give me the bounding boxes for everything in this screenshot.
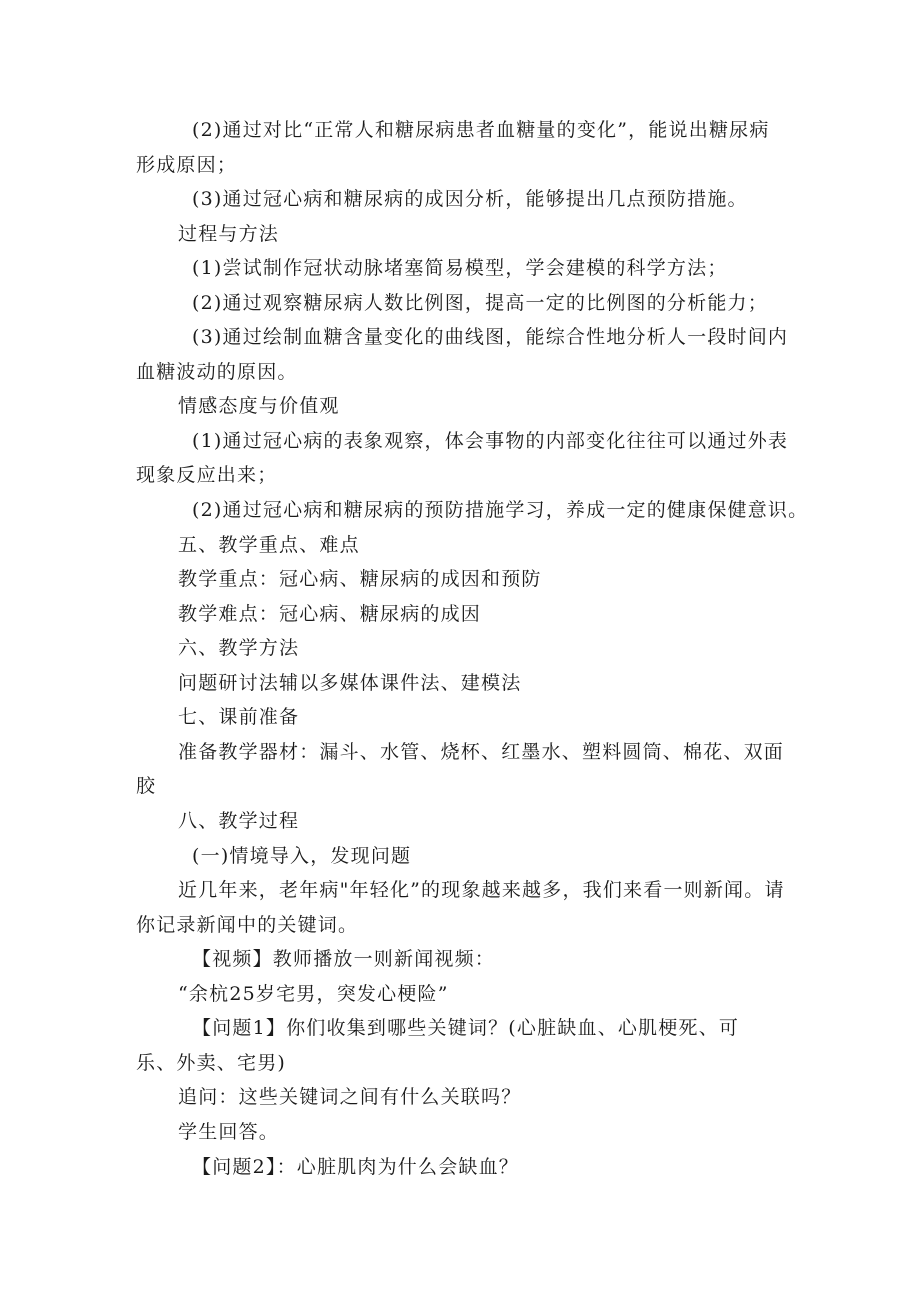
text-line: 教学难点：冠心病、糖尿病的成因 — [178, 603, 482, 625]
text-line: (2)通过观察糖尿病人数比例图，提高一定的比例图的分析能力； — [192, 292, 768, 314]
text-line: (2)通过冠心病和糖尿病的预防措施学习，养成一定的健康保健意识。 — [192, 499, 809, 521]
text-line: (2)通过对比“正常人和糖尿病患者血糖量的变化”，能说出糖尿病 — [192, 119, 770, 141]
text-line: 学生回答。 — [178, 1121, 280, 1143]
section-heading: 情感态度与价值观 — [178, 395, 340, 417]
text-line: “余杭25岁宅男，突发心梗险” — [178, 983, 449, 1005]
text-line: (1)通过冠心病的表象观察，体会事物的内部变化往往可以通过外表 — [192, 430, 789, 452]
text-line: 近几年来，老年病"年轻化”的现象越来越多，我们来看一则新闻。请 — [178, 879, 785, 901]
text-line: 你记录新闻中的关键词。 — [136, 914, 359, 936]
text-line: 【问题2】：心脏肌肉为什么会缺血？ — [192, 1156, 519, 1178]
section-heading: 八、教学过程 — [178, 810, 300, 832]
text-line: 形成原因； — [136, 154, 238, 176]
text-line: (1)尝试制作冠状动脉堵塞简易模型，学会建模的科学方法； — [192, 257, 728, 279]
text-line: 【视频】教师播放一则新闻视频： — [192, 948, 496, 970]
text-line: 血糖波动的原因。 — [136, 361, 298, 383]
section-heading: 过程与方法 — [178, 223, 280, 245]
text-line: 胶 — [136, 775, 157, 797]
text-line: (3)通过绘制血糖含量变化的曲线图，能综合性地分析人一段时间内 — [192, 326, 789, 348]
text-line: 乐、外卖、宅男) — [136, 1052, 287, 1074]
subsection-heading: (一)情境导入，发现问题 — [192, 845, 412, 867]
section-heading: 六、教学方法 — [178, 637, 300, 659]
text-line: 【问题1】你们收集到哪些关键词？(心脏缺血、心肌梗死、可 — [192, 1017, 740, 1039]
text-line: 教学重点：冠心病、糖尿病的成因和预防 — [178, 568, 542, 590]
text-line: 现象反应出来； — [136, 464, 278, 486]
section-heading: 五、教学重点、难点 — [178, 534, 360, 556]
text-line: 准备教学器材：漏斗、水管、烧杯、红墨水、塑料圆筒、棉花、双面 — [178, 741, 785, 763]
text-line: 问题研讨法辅以多媒体课件法、建模法 — [178, 672, 522, 694]
text-line: 追问：这些关键词之间有什么关联吗？ — [178, 1086, 522, 1108]
text-line: (3)通过冠心病和糖尿病的成因分析，能够提出几点预防措施。 — [192, 188, 748, 210]
section-heading: 七、课前准备 — [178, 706, 300, 728]
